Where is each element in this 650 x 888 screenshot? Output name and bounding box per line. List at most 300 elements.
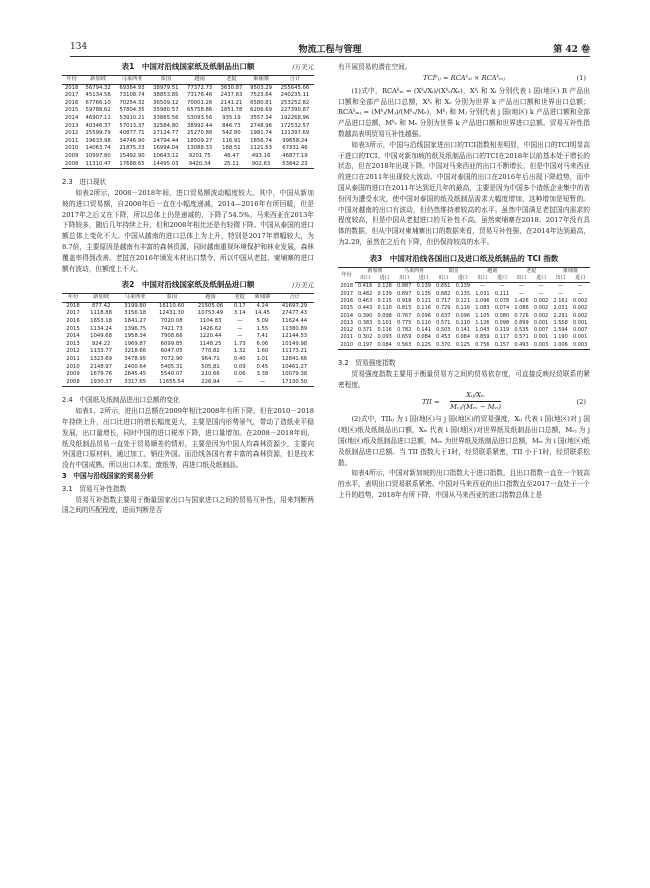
table2-row: [62, 348, 314, 356]
formula-2-numerator: Xᵢⱼ/Xᵢᵥ: [450, 390, 501, 402]
table2-cell: 3.38: [256, 371, 269, 378]
table3-cell: 0.157: [492, 342, 512, 350]
table2-header-cell: 年份: [62, 294, 84, 303]
table1-row: [62, 138, 314, 146]
table2-cell: 1134.24: [90, 325, 113, 332]
table2-cell: 3199.80: [124, 302, 147, 309]
table2-cell: 3156.18: [124, 310, 147, 317]
table3-cell: 1.006: [551, 342, 571, 350]
table1-cell: 493.16: [251, 152, 271, 159]
table2-cell: —: [237, 333, 243, 340]
table3-cell: —: [558, 283, 564, 290]
paragraph-formula-2-explanation: (2)式中，TIIᵢⱼ 为 i 国(地区)与 j 国(地区)的贸易强度，Xᵢⱼ 代表 i 国(地区)对 j 国(地区)纸及纸制品出口额，Xᵢᵥ 代表 i 国(地区)对世界纸及纸制品出口总额，Mᵥⱼ 为 j 国(地区)纸及纸制品进口总额，Mᵥᵥ 为世界纸及纸制品进口总额，Mᵥᵢ 为 i 国(地区)纸及纸制品进口总额。当 TII 指数大于1时，经贸联系紧密，TII 小于1时，经贸联系松散。: [338, 415, 590, 467]
table3-cell: 0.002: [573, 305, 588, 312]
table1-cell: 53910.21: [119, 114, 145, 121]
table1-cell: 33865.56: [153, 114, 179, 121]
table3-cell: 0.717: [436, 297, 451, 304]
table3-cell: 0.128: [377, 283, 392, 290]
table3-cell: 0.897: [397, 290, 412, 297]
table1-cell: 10643.12: [153, 152, 179, 159]
table1-cell: 40346.37: [85, 122, 111, 129]
table3-sub-header: 出口: [355, 275, 375, 283]
table3-cell: 0.001: [573, 319, 588, 326]
formula-2-denominator: Mᵥⱼ/(Mᵥᵥ − Mᵥᵢ): [450, 403, 501, 412]
table2-cell: 3478.95: [124, 356, 147, 363]
table2-cell: 1679.76: [90, 371, 113, 378]
table2-cell: 5540.07: [160, 371, 183, 378]
table3-cell: 0.074: [494, 305, 510, 312]
table3-cell: 0.302: [357, 334, 373, 341]
table1-cell: 2011: [64, 137, 79, 144]
table2-row: [62, 302, 314, 310]
table2-cell: 2010: [66, 363, 80, 370]
table3-row: [338, 305, 590, 312]
table1-cell: 846.73: [222, 122, 241, 129]
table1-cell: 99658.24: [282, 137, 308, 144]
table3-cell: 1.190: [553, 334, 568, 341]
table1-cell: 542.80: [222, 130, 241, 137]
table3-cell: 0.443: [357, 305, 373, 312]
table3-row: [338, 291, 590, 298]
table1-cell: 13088.33: [187, 145, 213, 152]
table2-cell: 924.22: [91, 340, 111, 347]
table2-cell: 2400.64: [124, 363, 147, 370]
journal-title: 物流工程与管理: [298, 45, 362, 55]
table3-cell: 0.571: [436, 319, 451, 326]
table3-cell: 0.383: [357, 319, 373, 326]
table1-cell: 116.91: [222, 137, 241, 144]
table3-cell: 0.141: [416, 327, 431, 334]
table3-country-header: 柬埔寨: [551, 267, 590, 275]
table3-cell: 0.084: [455, 334, 471, 341]
table2-cell: 2013: [66, 340, 80, 347]
table3-cell: 0.370: [434, 342, 454, 350]
table2-cell: 17130.50: [275, 379, 314, 387]
paragraph-3-2: 贸易强度指数主要用于衡量贸易方之间的贸易依存度，可直接反映经贸联系的紧密程度。: [338, 369, 590, 389]
table3-cell: 0.110: [416, 319, 431, 326]
table1-cell: 69364.93: [119, 84, 145, 91]
table1-cell: 11310.47: [81, 161, 115, 169]
table2-cell: 16110.60: [158, 302, 185, 309]
table3-cell: 1.594: [553, 327, 568, 334]
table1-cell: 32584.80: [153, 122, 179, 129]
table3-sub-header: 出口: [473, 275, 493, 283]
table1-cell: 2017: [64, 92, 79, 99]
table3-sub-header: 进口: [570, 275, 590, 283]
formula-2-number: (2): [576, 398, 586, 407]
table2-header-cell: 老挝: [230, 294, 250, 303]
table2-cell: 41697.29: [281, 302, 308, 309]
table1-cell: 34746.90: [119, 137, 145, 144]
table2-unit: /万美元: [292, 281, 314, 290]
table1-cell: 38979.51: [153, 84, 179, 91]
table2-cell: 2008: [62, 379, 84, 387]
table2-row: [62, 371, 314, 379]
table3-cell: 0.729: [436, 305, 451, 312]
table1-header-cell: 马来西亚: [115, 76, 149, 85]
table2-cell: 27477.43: [281, 310, 308, 317]
section-2-3-title: 2.3 进口现状: [62, 178, 107, 187]
table3-cell: 0.637: [436, 312, 451, 319]
formula-1: [338, 73, 590, 86]
table2-cell: 1841.27: [124, 318, 147, 325]
paragraph-tci-analysis: 如表3所示，中国与沿线国家进出口的TCI指数相差明显，中国出口的TCI明显高于进口的TCI。中国对新加坡的纸及纸制品出口的TCI在2018年以前基本处于增长的状态，但在2018年出现下降。中国对马来西亚的出口不断增长，但是中国对马来西亚的进口在2011年出现较大波动。中国对泰国的出口在2016年后出现下降趋势，而中国从泰国的进口在2011年达到近几年的最高，主要是因为中国多个造纸企业集中的省份因为遭受水灾，使中国对泰国的纸及纸制品需求大幅度增加，这种增加是短暂的。中国对越南的出口有波动，但仍然维持着较高的水平。虽然中国满足老挝国内需求的程度较高，但是中国从老挝进口的互补性不高。虽然柬埔寨在2018、2017年没有具体的数据，但从中国对柬埔寨出口的数据来看，贸易互补性强，在2014年达到最高，为2.29，虽然在之后有下降，但仍保持较高的水平。: [338, 140, 590, 246]
table3-cell: 0.110: [377, 305, 392, 312]
table3-sub-header: 出口: [551, 275, 571, 283]
table3-cell: 0.463: [357, 297, 373, 304]
table3-cell: 0.493: [512, 342, 532, 350]
table1-cell: 1856.74: [250, 137, 273, 144]
table2-cell: 11173.21: [281, 348, 308, 355]
table2-cell: —: [250, 379, 276, 387]
table3-cell: 0.859: [475, 334, 490, 341]
table2-cell: 226.94: [191, 379, 230, 387]
table2-row: [62, 364, 314, 372]
table3-cell: 1.083: [475, 305, 490, 312]
header-rule: [70, 56, 590, 57]
table1-cell: 240235.11: [280, 92, 310, 99]
table2-cell: 5.09: [256, 318, 269, 325]
table2-cell: 1148.25: [199, 340, 222, 347]
table2-cell: 1958.34: [124, 333, 147, 340]
table3-cell: 0.002: [533, 297, 549, 304]
table2-cell: 770.82: [201, 348, 220, 355]
table1-row: [62, 153, 314, 161]
table1-cell: 9503.29: [250, 84, 273, 91]
table3-sub-header: 进口: [375, 275, 395, 283]
table1-cell: 2013: [64, 122, 79, 129]
table1-cell: 10997.80: [85, 152, 111, 159]
table3-cell: 0.001: [573, 334, 588, 341]
table3-cell: 1.086: [514, 305, 529, 312]
table1-cell: 21875.33: [119, 145, 145, 152]
table3-country-header: 泰国: [434, 267, 473, 275]
table1-cell: 6580.81: [250, 99, 273, 106]
paragraph-3-1: 贸易互补指数主要用于衡量国家出口与国家进口之间的贸易互补性，用来判断两国之间的匹配程度，进而判断是否: [62, 495, 314, 515]
table2-cell: 0.09: [233, 363, 246, 370]
table2-cell: 505.81: [201, 363, 220, 370]
table2-cell: 6099.85: [160, 340, 183, 347]
table3-cell: 0.007: [533, 327, 549, 334]
table3-cell: 2015: [340, 305, 354, 312]
table2-row: [62, 356, 314, 364]
table3-cell: 0.535: [514, 327, 529, 334]
table2-cell: 1969.87: [124, 340, 147, 347]
table3-cell: 0.116: [455, 305, 471, 312]
table2-cell: —: [237, 325, 243, 332]
table3-row: [338, 327, 590, 334]
table2-header-cell: 马来西亚: [118, 294, 152, 303]
section-2-4-title: 2.4 中国纸及纸制品进出口总额的变化: [62, 396, 180, 405]
table3-cell: 0.887: [397, 283, 412, 290]
table2-cell: —: [237, 318, 243, 325]
table3-cell: —: [499, 283, 505, 290]
paragraph-2-3: 如表2所示，2008－2018年间，进口贸易额波动幅度较大。其中，中国从新加坡的进口贸易额，自2008年后一直在小幅度递减，2014—2016年有所回暖，但是2017年之后又在下降，所以总体上仍是递减的，下降了54.5%。马来西亚在2013年下降较多，随后几年持续上升，但和2008年相比还是有轻微下降。中国从泰国的进口额总体上变化不大。中国从越南的进口总体上为上升，特别是2017年增幅较大，为8.7倍，主要原因是越南有丰富的森林资源，同时越南重视环境保护和林业发展，森林覆盖率得到改善。老挝在2016年颁发木材出口禁令，所以中国从老挝、柬埔寨的进口额有波动，但额度上不大。: [62, 188, 314, 273]
table3-cell: 0.571: [514, 334, 529, 341]
table2-cell: 1049.68: [90, 333, 113, 340]
table3-cell: 2.291: [553, 312, 568, 319]
table1-cell: 1981.74: [250, 130, 273, 137]
table1-cell: 1121.53: [250, 145, 273, 152]
table1-cell: 2748.96: [250, 122, 273, 129]
table2-cell: 1930.37: [84, 379, 118, 387]
table2-cell: 5405.31: [160, 363, 183, 370]
table3-cell: 0.756: [473, 342, 493, 350]
table1-row: [62, 84, 314, 92]
table2-cell: 2009: [66, 371, 80, 378]
table3-row: [338, 320, 590, 327]
table2-cell: 1396.75: [124, 325, 147, 332]
volume-label: 第 42 卷: [553, 45, 590, 55]
table3-cell: 0.121: [455, 297, 471, 304]
table1-cell: 38853.85: [153, 92, 179, 99]
table2-cell: 10753.49: [197, 310, 224, 317]
table2-cell: 1220.44: [199, 333, 222, 340]
table3-cell: 0.767: [397, 312, 412, 319]
table1-cell: 7523.64: [250, 92, 273, 99]
table3-cell: 0.116: [416, 305, 431, 312]
table1-cell: 46907.11: [85, 114, 111, 121]
table1-export: [62, 75, 314, 169]
table2-cell: 10149.98: [281, 340, 308, 347]
table2-cell: 6047.05: [160, 348, 183, 355]
table2-caption: 表2 中国对沿线国家纸及纸制品进口额: [121, 280, 255, 290]
table1-header-cell: 越南: [183, 76, 217, 85]
table3-cell: 0.084: [416, 334, 431, 341]
table3-cell: 0.101: [377, 319, 392, 326]
table2-cell: 10079.38: [281, 371, 308, 378]
table1-cell: 48.47: [223, 152, 239, 159]
table2-cell: 2011: [66, 356, 80, 363]
table2-row: [62, 326, 314, 334]
table3-cell: 0.899: [514, 319, 529, 326]
table1-cell: 19633.98: [85, 137, 111, 144]
table3-cell: 2013: [340, 319, 354, 326]
table3-cell: 1.558: [553, 319, 568, 326]
table3-country-header: 老挝: [512, 267, 551, 275]
table1-cell: 53842.23: [276, 161, 314, 169]
table2-header-cell: 柬埔寨: [250, 294, 276, 303]
table2-cell: 11380.89: [281, 325, 308, 332]
table3-cell: 0.002: [533, 305, 549, 312]
table1-cell: 3630.87: [220, 84, 243, 91]
table3-row: [338, 283, 590, 291]
table3-sub-header: 出口: [394, 275, 414, 283]
table3-caption-row: [338, 254, 590, 267]
table1-header-cell: 柬埔寨: [246, 76, 276, 85]
table1-cell: 25599.79: [85, 130, 111, 137]
table3-cell: 0.503: [436, 327, 451, 334]
table2-cell: 1653.18: [90, 318, 113, 325]
table3-cell: 0.659: [397, 334, 412, 341]
table1-cell: 70254.32: [119, 99, 145, 106]
paragraph-2-4: 如表1、2所示，进出口总额在2009年相比2008年有所下降，但在2010－2018年持续上升，出口比进口的增长幅度更大，主要是国内形势景气，带动了造纸业平稳发展，出口量增长，同时中国的进口税率下降，进口量增加。在2008－2018年间，纸及纸制品贸易一直处于贸易顺差的情形，主要是因为中国人均森林资源少，主要向外国进口原材料，通过加工，销往外国。而沿线各国有着丰富的森林资源，但是技术没有中国成熟，所以出口木浆、废纸等，再进口纸及纸制品。: [62, 407, 314, 470]
table2-cell: 12841.66: [281, 356, 308, 363]
table3-sub-header: 出口: [512, 275, 532, 283]
left-column: [62, 62, 314, 516]
table2-cell: 2018: [66, 302, 80, 309]
table2-cell: 12431.30: [158, 310, 185, 317]
table3-sub-header: 进口: [492, 275, 512, 283]
table3-cell: 0.098: [377, 312, 392, 319]
paragraph-formula-1-explanation: (1)式中，RCAᵏₓᵢ = (Xᵏᵢ/Xᵢ)/(Xᵏᵥ/Xᵥ)，Xᵏᵢ 和 Xᵢ 分别代表 i 国(地区) R 产品出口额和全部产品出口总额，Xᵏᵥ 和 Xᵥ 分别为世界 k 产品出口额和世界出口总额；RCAᵏₘⱼ = (Mᵏⱼ/Mⱼ)/(Mᵏᵥ/Mᵥ)，Mᵏⱼ 和 Mⱼ 分别代表 j 国(地区) k 产品进口额和全部产品进口总额，Mᵏᵥ 和 Mᵥ 分别为世界 k 产品进口额和世界进口总额。贸易互补性指数越高表明贸易互补性越强。: [338, 86, 590, 138]
table1-caption-row: [62, 62, 314, 75]
table3-cell: 0.782: [397, 327, 412, 334]
table2-cell: 1323.69: [90, 356, 113, 363]
running-header: [70, 42, 590, 56]
table3-caption: 表3 中国对沿线各国出口及进口纸及纸制品的 TCI 指数: [369, 253, 559, 263]
table2-cell: 6.06: [256, 340, 269, 347]
table3-cell: 0.084: [375, 342, 395, 350]
table2-cell: 1.73: [233, 340, 246, 347]
table3-cell: 0.141: [455, 327, 471, 334]
table3-cell: 0.125: [453, 342, 473, 350]
table2-cell: 1104.83: [199, 318, 222, 325]
table2-cell: 2012: [66, 348, 80, 355]
table1-cell: 15492.90: [119, 152, 145, 159]
table3-cell: 0.815: [397, 305, 412, 312]
table2-cell: 7908.66: [160, 333, 183, 340]
table2-cell: 1118.88: [90, 310, 113, 317]
table1-cell: 14063.74: [85, 145, 111, 152]
table2-row: [62, 341, 314, 349]
table1-header-cell: 泰国: [149, 76, 183, 85]
table2-cell: 2017: [66, 310, 80, 317]
table1-row: [62, 123, 314, 131]
table3-cell: 1.043: [475, 327, 490, 334]
table3-cell: 0.001: [533, 319, 549, 326]
table3-sub-header: 进口: [414, 275, 434, 283]
table1-caption: 表1 中国对沿线国家纸及纸制品出口额: [121, 62, 255, 71]
section-3-1-title: 3.1 贸易互补性指数: [62, 484, 127, 493]
table1-row: [62, 115, 314, 123]
table1-cell: 18509.27: [187, 137, 213, 144]
table3-cell: 0.111: [494, 290, 510, 297]
table1-cell: 6206.69: [250, 107, 273, 114]
table2-cell: 1.32: [233, 348, 246, 355]
table3-country-header: 越南: [473, 267, 512, 275]
table3-cell: 0.651: [436, 283, 451, 290]
table1-cell: 65758.86: [187, 107, 213, 114]
table1-row: [62, 92, 314, 100]
table1-cell: 25.11: [217, 161, 247, 169]
formula-1-number: (1): [576, 73, 586, 82]
table1-cell: 2016: [64, 99, 79, 106]
table2-cell: 10461.27: [281, 363, 308, 370]
table3-row: [338, 334, 590, 341]
table1-cell: 3557.34: [250, 114, 273, 121]
table1-cell: 14495.03: [149, 161, 183, 169]
table2-cell: 1426.62: [199, 325, 222, 332]
formula-1-expression: TCIᵏᵢⱼ = RCAᵏₓᵢ × RCAᵏₘⱼ: [423, 73, 505, 82]
table1-cell: 45134.58: [85, 92, 111, 99]
table2-cell: 964.71: [201, 356, 220, 363]
table2-cell: 2015: [66, 325, 80, 332]
table3-country-header: 马来西亚: [394, 267, 433, 275]
table3-country-header: 新加坡: [355, 267, 394, 275]
table1-cell: 255645.66: [280, 84, 310, 91]
formula-2-fraction: [450, 390, 501, 413]
table3-cell: —: [538, 283, 544, 290]
table1-cell: 73108.74: [119, 92, 145, 99]
table2-cell: 7.41: [256, 333, 269, 340]
table3-cell: 0.003: [531, 342, 551, 350]
table3-cell: 0.139: [377, 290, 392, 297]
table3-cell: 1.426: [514, 297, 529, 304]
table3-cell: 0.110: [455, 319, 471, 326]
table1-cell: 935.19: [222, 114, 241, 121]
paragraph-continued: 有开展贸易的潜在空间。: [338, 63, 412, 71]
table2-cell: 1.55: [256, 325, 269, 332]
table3-cell: 0.563: [394, 342, 414, 350]
table2-cell: 21505.06: [197, 302, 224, 309]
table2-header-cell: 越南: [191, 294, 230, 303]
table1-cell: 36509.12: [153, 99, 179, 106]
table2-cell: 4.24: [256, 302, 269, 309]
table3-cell: 1.126: [475, 319, 490, 326]
table1-cell: 40877.71: [119, 130, 145, 137]
table3-cell: 0.001: [533, 334, 549, 341]
table1-cell: 2014: [64, 114, 79, 121]
table1-cell: 2437.83: [220, 92, 243, 99]
table1-cell: 2010: [64, 145, 79, 152]
table1-header-cell: 老挝: [217, 76, 247, 85]
table3-cell: 0.003: [570, 342, 590, 350]
table3-cell: 2.161: [553, 297, 568, 304]
table3-cell: 0.726: [514, 312, 529, 319]
table3-cell: 0.482: [357, 290, 373, 297]
table1-cell: 46877.19: [282, 152, 308, 159]
table1-cell: 902.63: [246, 161, 276, 169]
table1-cell: 57013.37: [119, 122, 145, 129]
table3-cell: 0.096: [455, 312, 471, 319]
table3-cell: 0.002: [573, 312, 588, 319]
table3-cell: 2010: [338, 342, 355, 350]
table3-cell: 0.135: [455, 290, 471, 297]
table3-cell: 0.139: [455, 283, 471, 290]
table3-cell: 2.031: [553, 305, 568, 312]
table3-cell: 0.119: [494, 327, 510, 334]
table2-cell: 11655.54: [152, 379, 191, 387]
table3-cell: —: [577, 283, 583, 290]
table3-cell: 1.031: [475, 290, 490, 297]
table3-cell: 0.121: [416, 297, 431, 304]
table3-cell: —: [479, 283, 485, 290]
table2-cell: 1.60: [256, 348, 269, 355]
table1-cell: 56794.32: [85, 84, 111, 91]
table1-cell: 53093.56: [187, 114, 213, 121]
table2-cell: 1.01: [256, 356, 269, 363]
table2-cell: 3.14: [233, 310, 246, 317]
table3-cell: 1.105: [475, 312, 490, 319]
table2-row: [62, 333, 314, 341]
table1-header-cell: 年份: [62, 76, 81, 85]
table1-cell: 27124.77: [153, 130, 179, 137]
table1-cell: 2008: [62, 161, 81, 169]
table1-cell: 227390.87: [280, 107, 310, 114]
table1-cell: 188.51: [222, 145, 241, 152]
table3-cell: 2011: [340, 334, 354, 341]
page-number: 134: [70, 42, 88, 52]
table1-row: [62, 100, 314, 108]
table1-cell: 9201.75: [188, 152, 211, 159]
table1-row: [62, 130, 314, 138]
table2-cell: 14.45: [254, 310, 270, 317]
table2-cell: 7020.08: [160, 318, 183, 325]
table1-unit: /万美元: [292, 63, 314, 71]
table1-cell: 1851.78: [220, 107, 243, 114]
table3-cell: 0.002: [533, 312, 549, 319]
